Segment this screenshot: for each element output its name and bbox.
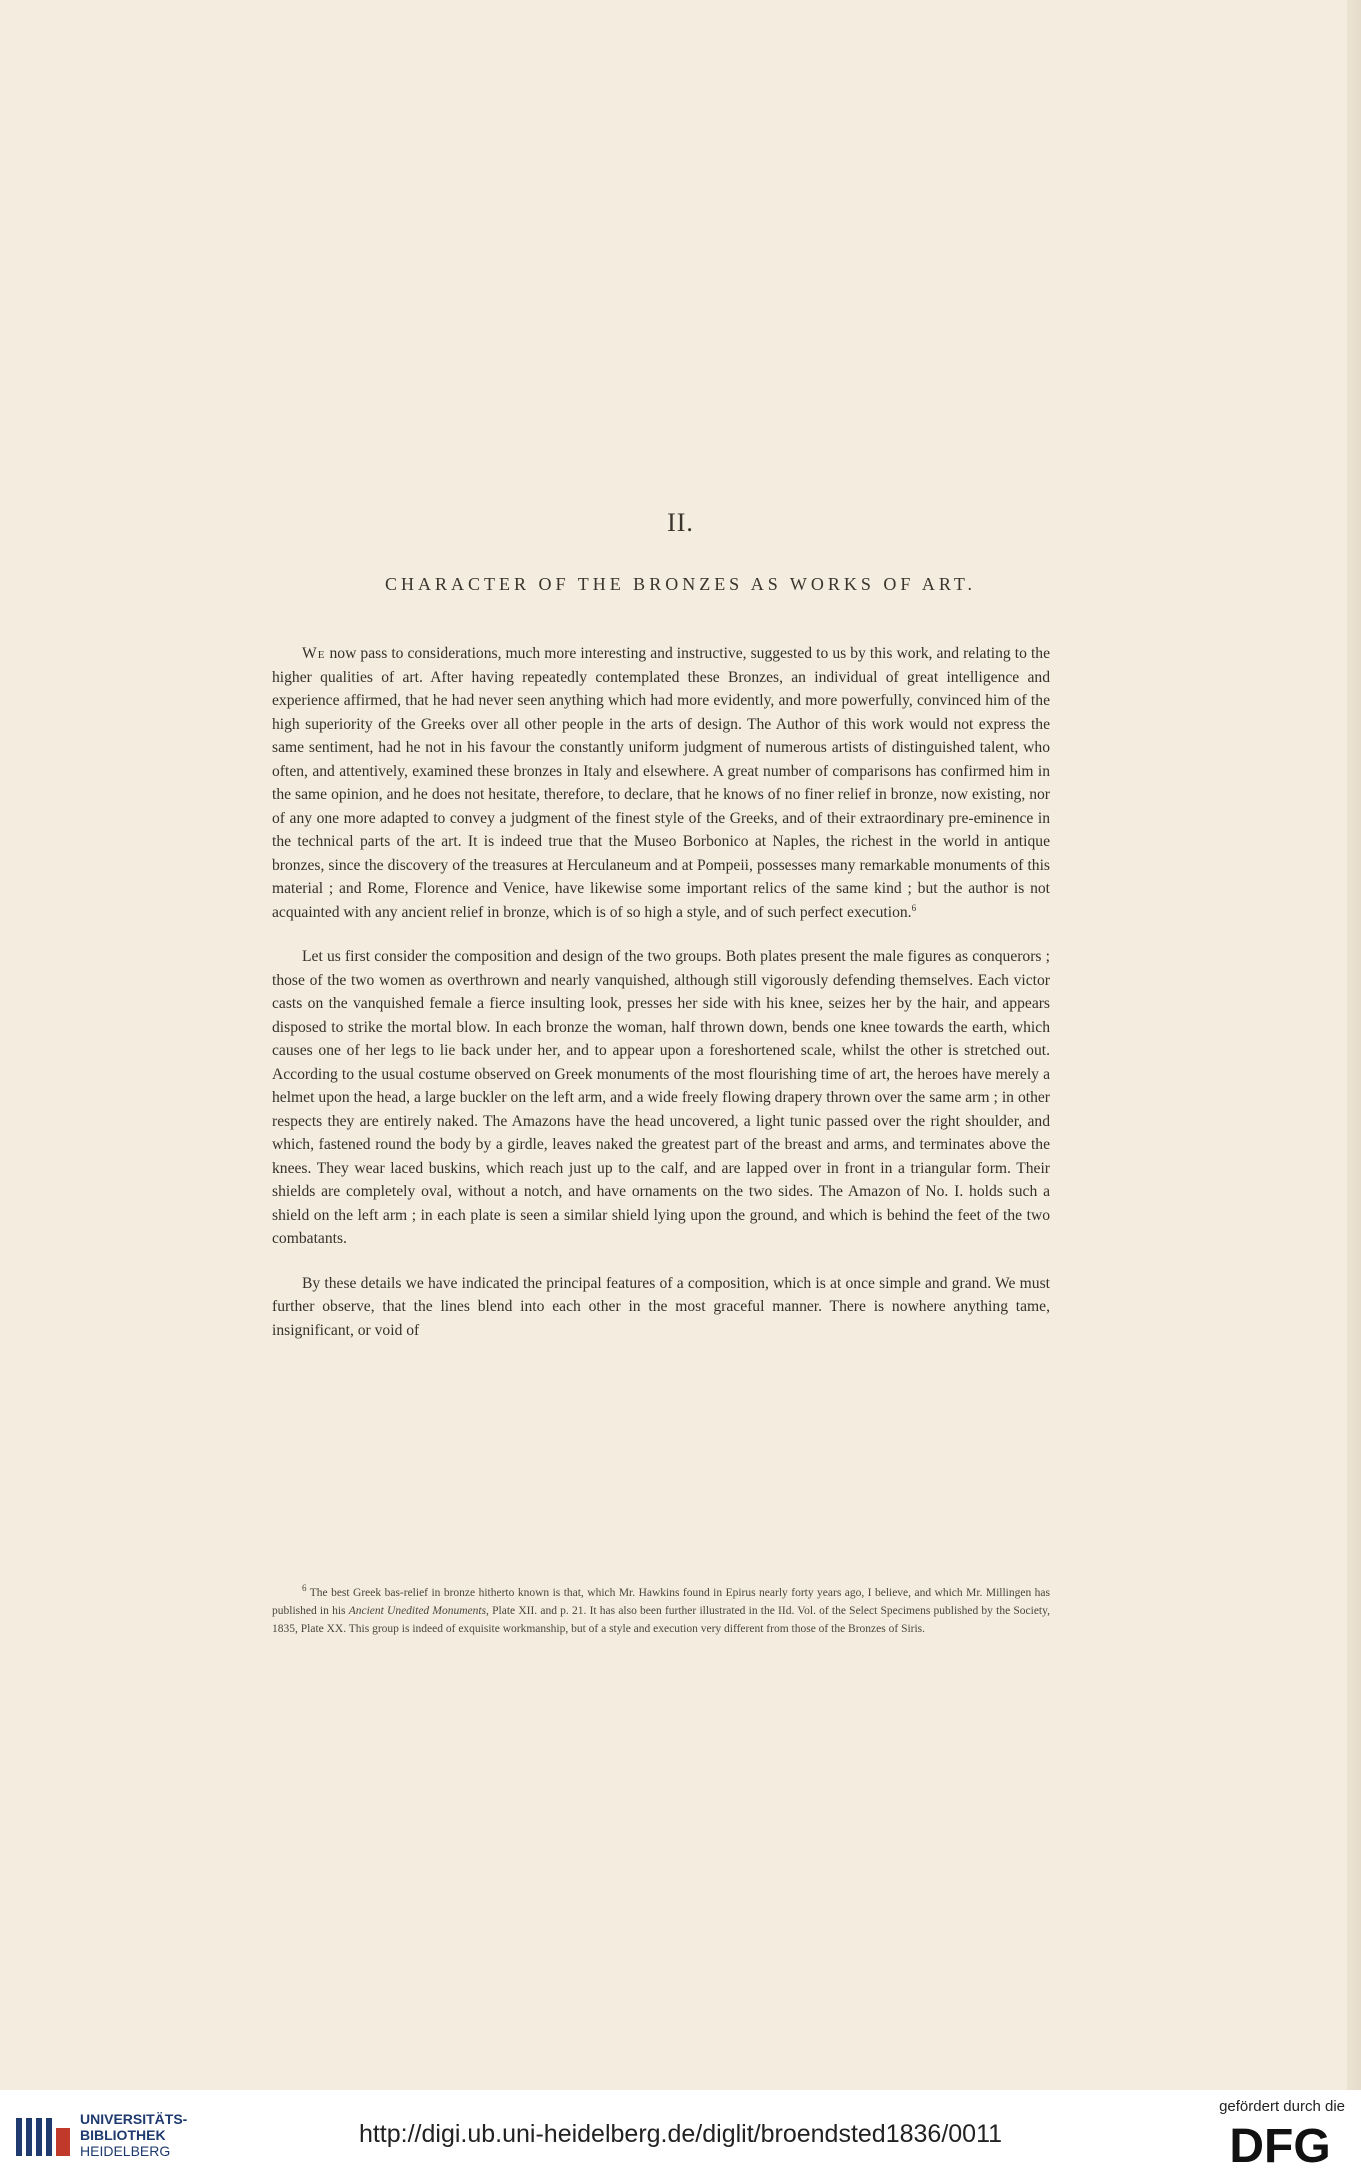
footnote-text-after: Plate XII. and p. 21. It has also been further illustrated in the IId. Vol. of the Select Specimens published by the Society, 1835, Plate XX. This group is indeed of exquisite workmanship, but of a style and execution very different from those of the Bronzes of Siris. [272, 1604, 1051, 1635]
paragraph-1 [272, 642, 1050, 924]
footnote-reference: 6 [911, 902, 917, 913]
footnote-italic-title: Ancient Unedited Monuments, [348, 1604, 489, 1617]
footnote-text-before: The best Greek bas-relief in bronze hitherto known is that, which Mr. Hawkins found in Epirus nearly forty years ago, I believe, and which Mr. Millingen has published in his [272, 1587, 1050, 1617]
chapter-numeral: II. [667, 508, 694, 537]
footnote [272, 1585, 1050, 1638]
body-text [272, 642, 1050, 1363]
dfg-logo-icon [1215, 2120, 1345, 2168]
paragraph-2: Let us first consider the composition and design of the two groups. Both plates present the male figures as conquerors ; those of the two women as overthrown and nearly vanquished, although still vigorously defending themselves. Each victor casts on the vanquished female a fierce insulting look, presses her side with his knee, seizes her by the hair, and appears disposed to strike the mortal blow. In each bronze the woman, half thrown down, bends one knee towards the earth, which causes one of her legs to lie back under her, and to appear upon a foreshortened scale, whilst the other is stretched out. According to the usual costume observed on Greek monuments of the most flourishing time of art, the heroes have merely a helmet upon the head, a large buckler on the left arm, and a wide freely flowing drapery thrown over the same arm ; in other respects they are entirely naked. The Amazons have the head uncovered, a light tunic passed over the right shoulder, and which, fastened round the body by a girdle, leaves naked the greatest part of the breast and arms, and terminates above the knees. They wear laced buskins, which reach just up to the calf, and are lapped over in front in a triangular form. Their shields are completely oval, without a notch, and have ornaments on the two sides. The Amazon of No. I. holds such a shield on the left arm ; in each plate is seen a similar shield lying upon the ground, and which is behind the feet of the two combatants. [272, 948, 1050, 1247]
dfg-logo-text: DFG [1229, 2120, 1331, 2168]
paragraph-lead-word: We [302, 645, 326, 662]
chapter-title: CHARACTER OF THE BRONZES AS WORKS OF ART. [385, 574, 976, 594]
library-name-line-2: BIBLIOTHEK [80, 2127, 166, 2143]
paragraph-1-text: now pass to considerations, much more interesting and instructive, suggested to us by this work, and relating to the higher qualities of art. After having repeatedly contemplated these Bronzes, an individual of great intelligence and experience affirmed, that he had never seen anything which had more evidently, and more powerfully, convinced him of the high superiority of the Greeks over all other people in the arts of design. The Author of this work would not express the same sentiment, had he not in his favour the constantly uniform judgment of numerous artists of distinguished talent, who often, and attentively, examined these bronzes in Italy and elsewhere. A great number of comparisons has confirmed him in the same opinion, and he does not hesitate, therefore, to declare, that he knows of no finer relief in bronze, now existing, nor of any one more adapted to convey a judgment of the finest style of the Greeks, and of their extraordinary pre-eminence in the technical parts of the art. It is indeed true that the Museo Borbonico at Naples, the richest in the world in antique bronzes, since the discovery of the treasures at Herculaneum and at Pompeii, possesses many remarkable monuments of this material ; and Rome, Florence and Venice, have likewise some important relics of the same kind ; but the author is not acquainted with any ancient relief in bronze, which is of so high a style, and of such perfect execution. [272, 645, 1050, 921]
funder-caption: gefördert durch die [1219, 2098, 1345, 2115]
source-url-link[interactable]: http://digi.ub.uni-heidelberg.de/diglit/broendsted1836/0011 [358, 2120, 1003, 2148]
paragraph-3: By these details we have indicated the principal features of a composition, which is at once simple and grand. We must further observe, that the lines blend into each other in the most graceful manner. There is nowhere anything tame, insignificant, or void of [272, 1274, 1050, 1339]
library-name-line-3: HEIDELBERG [80, 2143, 171, 2159]
library-name-line-1: UNIVERSITÄTS- [80, 2111, 188, 2127]
page-edge [1347, 0, 1361, 2090]
footnote-number: 6 [302, 1583, 307, 1594]
